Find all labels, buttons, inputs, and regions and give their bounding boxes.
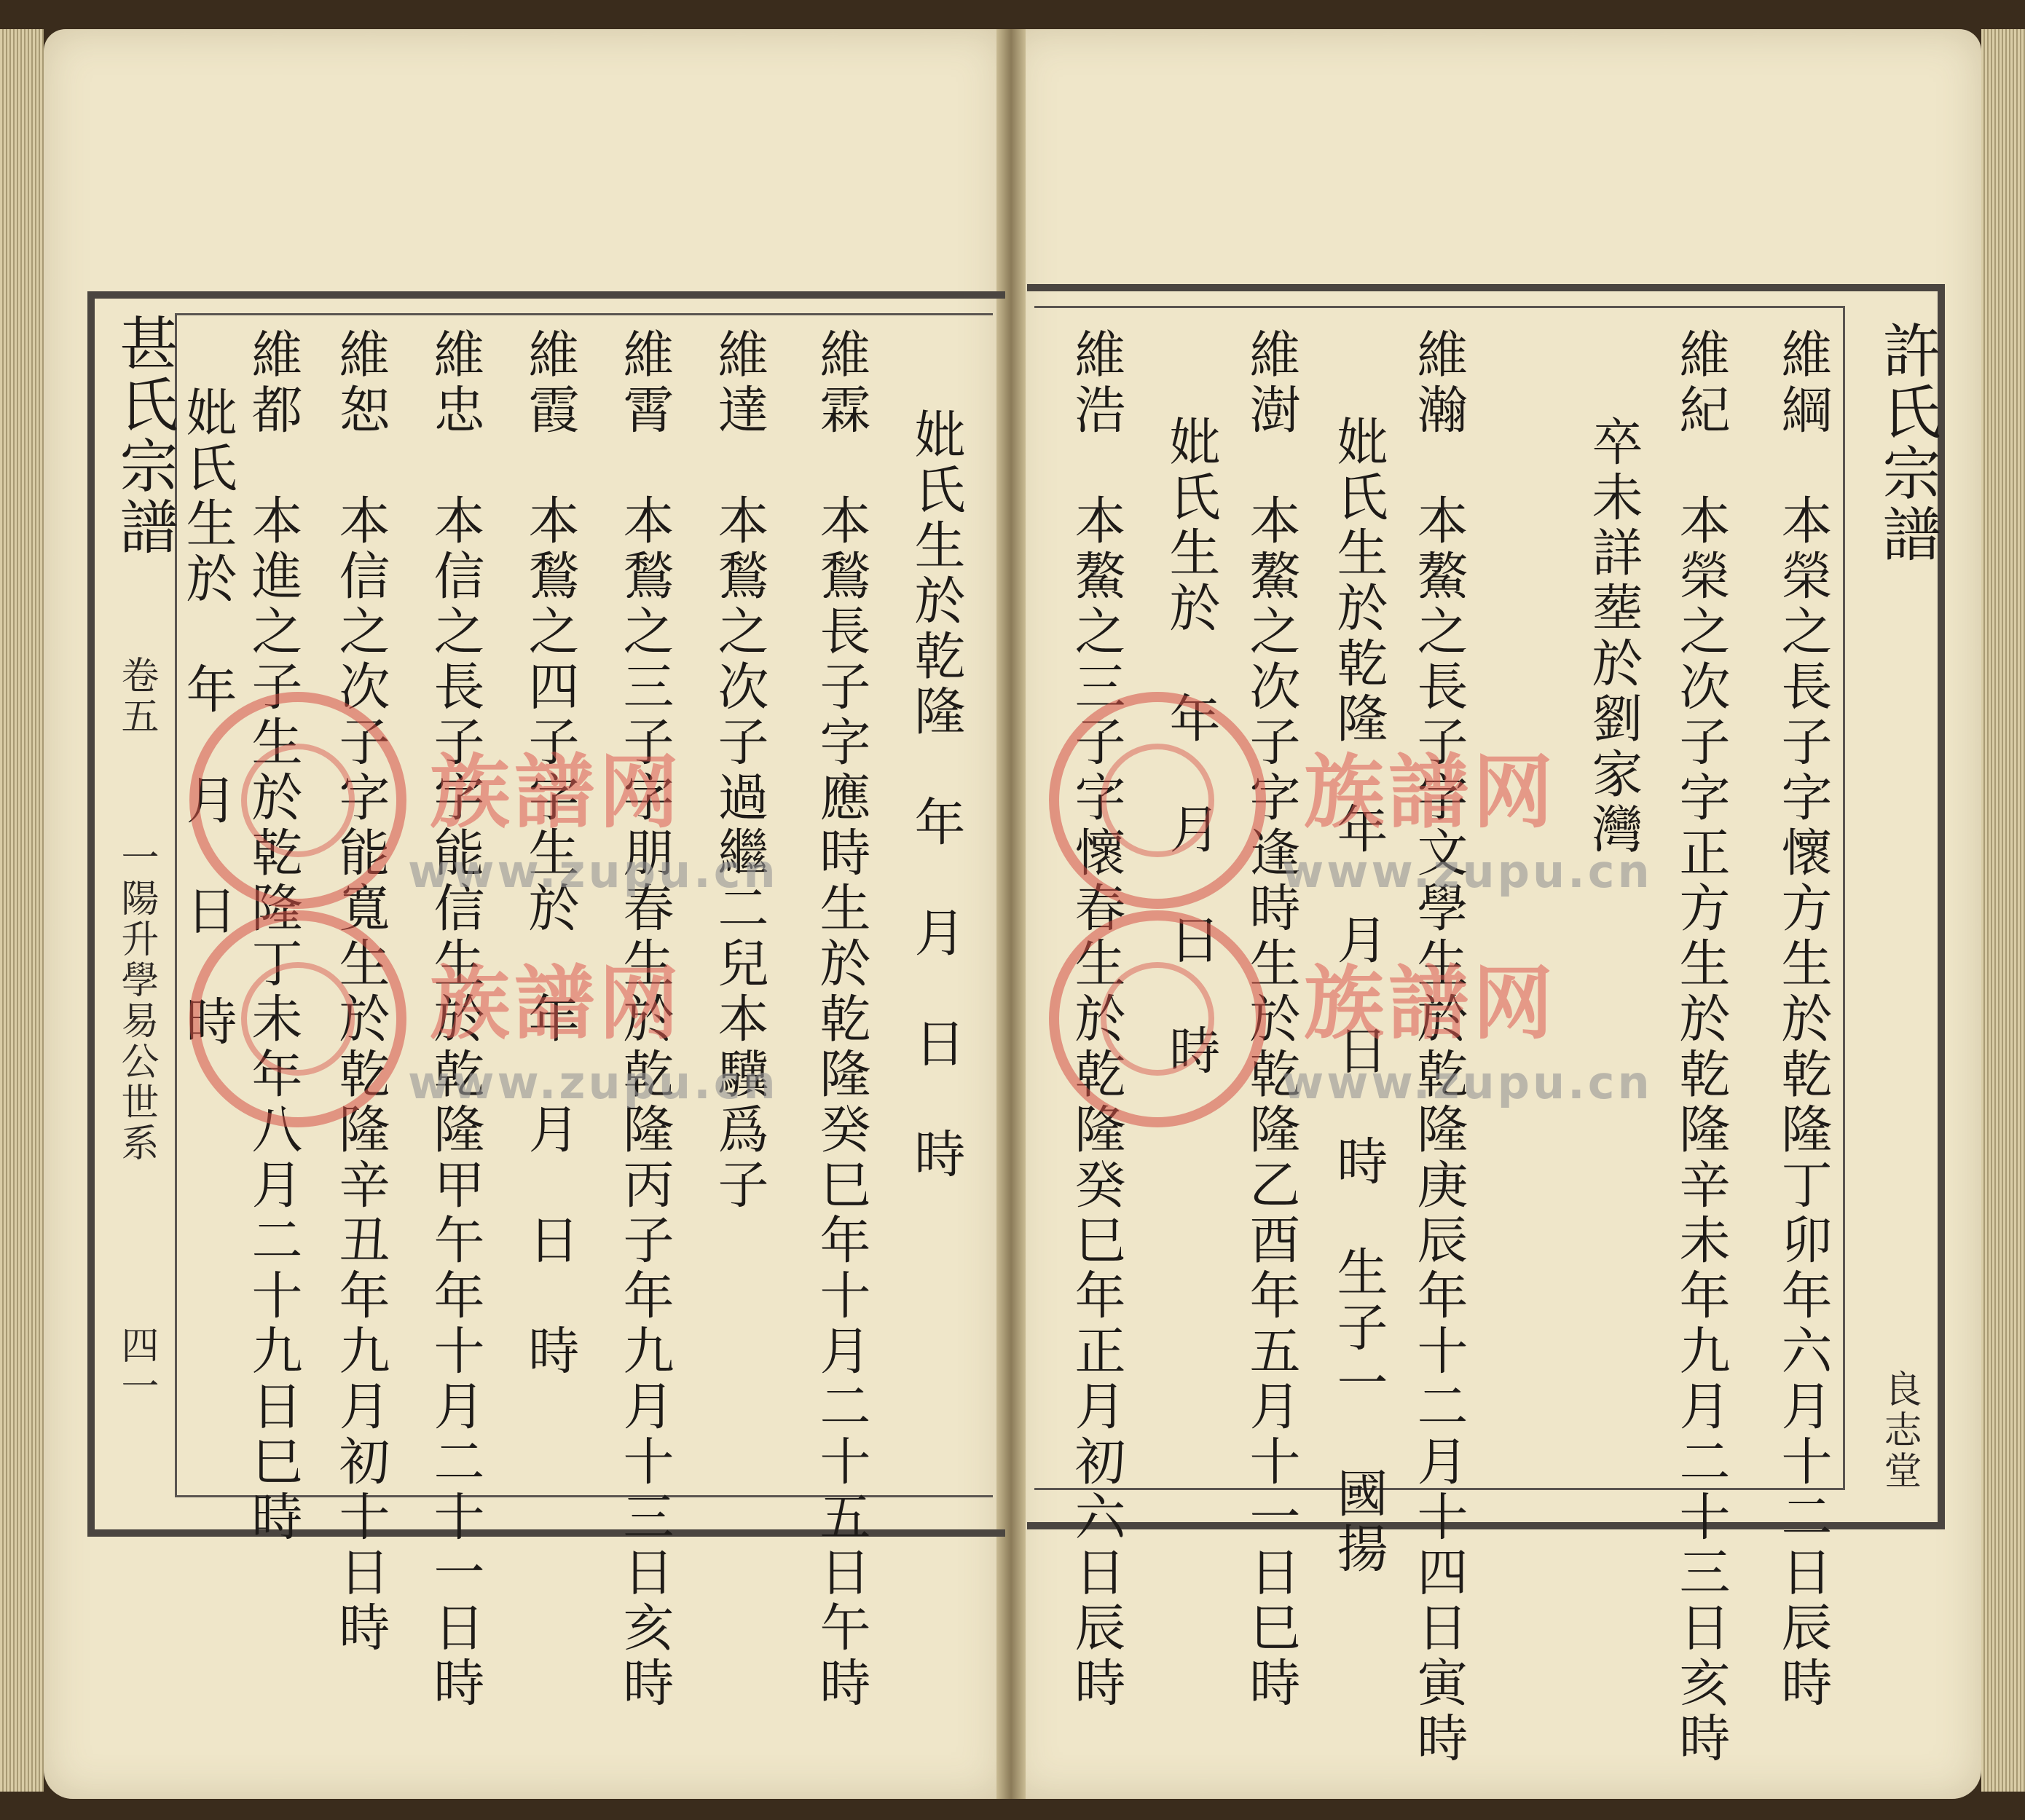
watermark-brand: 族譜网 bbox=[430, 957, 683, 1050]
left-banner-title: 甚氏宗譜 bbox=[110, 313, 178, 558]
text-column: 卒未詳塟於劉家灣 bbox=[1584, 415, 1643, 858]
watermark-url: www.zupu.cn bbox=[1282, 845, 1653, 898]
text-column: 維紀 本榮之次子字正方生於乾隆辛未年九月二十三日亥時 bbox=[1671, 328, 1731, 1767]
watermark-brand: 族譜网 bbox=[1304, 746, 1557, 839]
text-column: 妣氏生於 年 月 日 時 bbox=[178, 386, 237, 1050]
text-column: 維恕 本信之次子字能寬生於乾隆辛丑年九月初十日時 bbox=[331, 328, 390, 1656]
text-column: 妣氏生於 年 月 日 時 bbox=[1161, 415, 1221, 1079]
text-column: 維忠 本信之長子字能信生於乾隆甲午年十月二十一日時 bbox=[425, 328, 485, 1711]
text-column: 維霞 本鶖之四子字生於 年 月 日 時 bbox=[520, 328, 580, 1379]
text-column: 維霄 本鶖之三子字朋春生於乾隆丙子年九月十三日亥時 bbox=[615, 328, 675, 1711]
watermark-seal bbox=[189, 910, 406, 1127]
watermark-seal bbox=[1049, 692, 1266, 909]
watermark-brand: 族譜网 bbox=[1304, 957, 1557, 1050]
text-column: 維都 本進之子生於乾隆丁未年八月二十九日巳時 bbox=[243, 328, 303, 1545]
text-column: 維綱 本榮之長子字懷方生於乾隆丁卯年六月十二日辰時 bbox=[1773, 328, 1833, 1711]
watermark-url: www.zupu.cn bbox=[1282, 1056, 1653, 1109]
right-banner-hall: 良志堂 bbox=[1877, 1369, 1921, 1492]
left-banner-page: 四一 bbox=[114, 1325, 158, 1407]
text-column: 維達 本鶖之次子過繼二兒本驥爲子 bbox=[709, 328, 769, 1213]
text-column: 維霖 本鶖長子字應時生於乾隆癸巳年十月二十五日午時 bbox=[811, 328, 871, 1711]
left-banner-section: 一陽升學易公世系 bbox=[114, 838, 158, 1164]
watermark-url: www.zupu.cn bbox=[408, 1056, 779, 1109]
right-banner-title: 許氏宗譜 bbox=[1873, 320, 1941, 565]
page-stack-right bbox=[1981, 29, 2025, 1792]
text-column: 維澍 本鰲之次子字逢時生於乾隆乙酉年五月十一日巳時 bbox=[1241, 328, 1301, 1711]
watermark-seal bbox=[1049, 910, 1266, 1127]
text-column: 妣氏生於乾隆 年 月 日 時 bbox=[906, 408, 966, 1183]
watermark-brand: 族譜网 bbox=[430, 746, 683, 839]
text-column: 維瀚 本鰲之長子字文學生於乾隆庚辰年十二月十四日寅時 bbox=[1409, 328, 1468, 1767]
page-stack-left bbox=[0, 29, 44, 1792]
text-column: 妣氏生於乾隆 年 月 日 時 生子一 國揚 bbox=[1329, 415, 1388, 1577]
watermark-seal bbox=[189, 692, 406, 909]
watermark-url: www.zupu.cn bbox=[408, 845, 779, 898]
text-column: 維浩 本鰲之三子字懷春生於乾隆癸巳年正月初六日辰時 bbox=[1066, 328, 1126, 1711]
left-banner-volume: 卷五 bbox=[114, 655, 158, 737]
